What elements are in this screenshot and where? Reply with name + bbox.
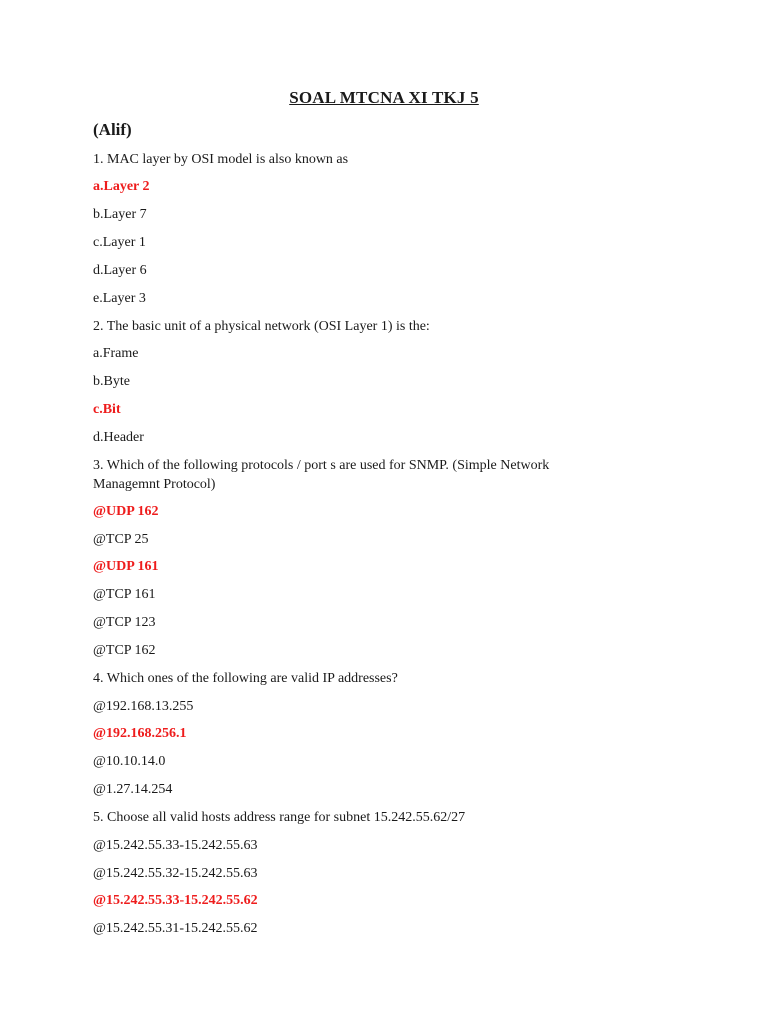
question-3-option-5: @TCP 123	[93, 615, 156, 630]
question-2-option-b: b.Byte	[93, 374, 130, 389]
question-1-option-c: c.Layer 1	[93, 235, 146, 250]
question-4-text: 4. Which ones of the following are valid IP addresses?	[93, 671, 398, 686]
question-1-text: 1. MAC layer by OSI model is also known as	[93, 152, 349, 167]
question-5-option-4: @15.242.55.31-15.242.55.62	[93, 921, 258, 936]
question-2-text: 2. The basic unit of a physical network (OSI Layer 1) is the:	[93, 319, 430, 334]
question-4-option-2: @192.168.256.1	[93, 726, 187, 741]
question-5-option-2: @15.242.55.32-15.242.55.63	[93, 866, 258, 881]
question-3-option-1: @UDP 162	[93, 504, 159, 519]
question-2-option-a: a.Frame	[93, 346, 139, 361]
question-3-option-6: @TCP 162	[93, 643, 156, 658]
question-3-text-continued: Managemnt Protocol)	[93, 477, 216, 492]
question-5-text: 5. Choose all valid hosts address range for subnet 15.242.55.62/27	[93, 810, 466, 825]
question-2-option-c: c.Bit	[93, 402, 121, 417]
question-3-text: 3. Which of the following protocols / port s are used for SNMP. (Simple Network	[93, 458, 550, 473]
question-4-option-1: @192.168.13.255	[93, 699, 194, 714]
question-3-option-3: @UDP 161	[93, 559, 159, 574]
question-4-option-4: @1.27.14.254	[93, 782, 173, 797]
question-1-option-b: b.Layer 7	[93, 207, 147, 222]
question-3-option-4: @TCP 161	[93, 587, 156, 602]
question-1-option-a: a.Layer 2	[93, 179, 150, 194]
question-2-option-d: d.Header	[93, 430, 144, 445]
question-3-option-2: @TCP 25	[93, 532, 149, 547]
question-5-option-3: @15.242.55.33-15.242.55.62	[93, 893, 258, 908]
question-5-option-1: @15.242.55.33-15.242.55.63	[93, 838, 258, 853]
document-title: SOAL MTCNA XI TKJ 5	[289, 88, 479, 107]
question-1-option-d: d.Layer 6	[93, 263, 147, 278]
author-name: (Alif)	[93, 120, 132, 139]
question-1-option-e: e.Layer 3	[93, 291, 146, 306]
question-4-option-3: @10.10.14.0	[93, 754, 166, 769]
